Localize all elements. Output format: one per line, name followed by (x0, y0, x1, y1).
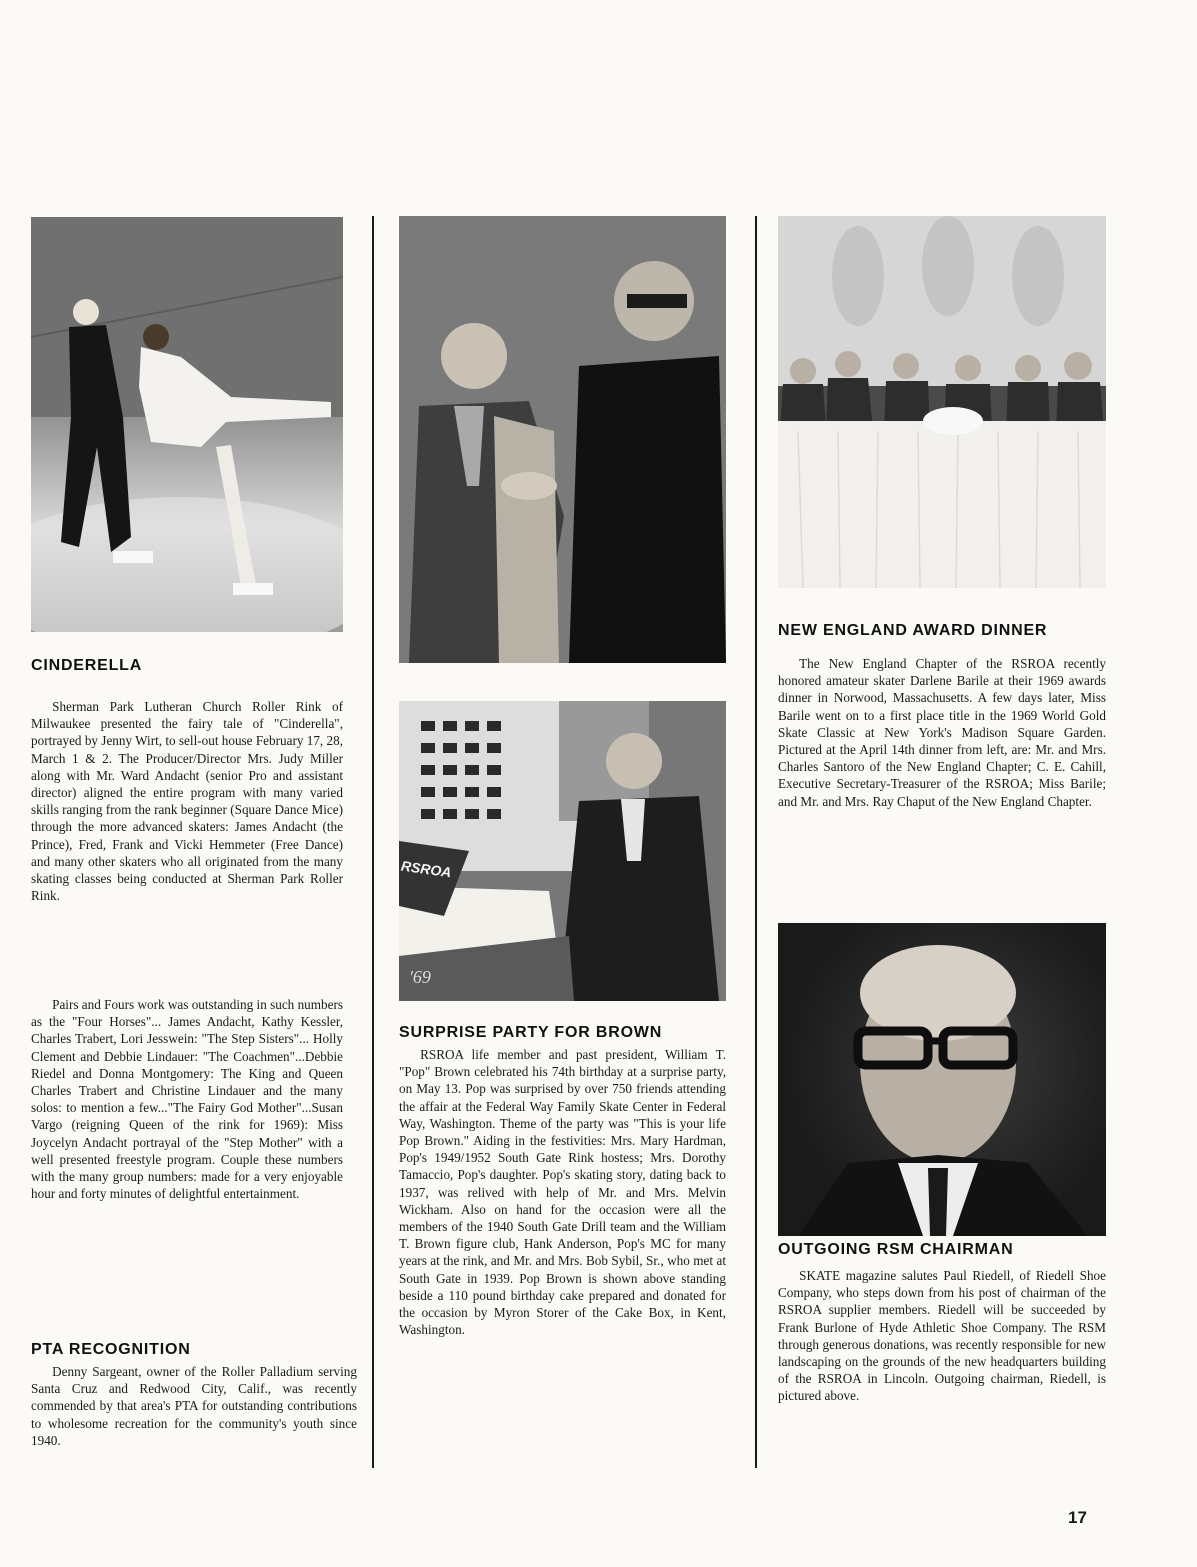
riedell-portrait-photo (778, 923, 1106, 1236)
surprise-paragraph: RSROA life member and past president, William T. "Pop" Brown celebrated his 74th birthday at a surprise party, on May 13. Pop was surprised by over 750 friends attending the affair at the Federal Way Family Skate Center in Federal Way, Washington. Theme of the party was "This is your life Pop Brown." Aiding in the festivities: Mrs. Mary Hardman, Pop's 1949/1952 South Gate Rink hostess; Mrs. Dorothy Tamaccio, Pop's daughter. Pop's skating story, dating back to 1937, was relived with help of Mr. and Mrs. Melvin Wickham. Also on hand for the occasion were all the members of the 1940 South Gate Drill team and the William T. Brown figure club, Hank Anderson, Pop's MC for many years at the rink, and Mr. and Mrs. Bob Sybil, Sr., who met at South Gate in 1939. Pop Brown is shown above standing beside a 110 pound birthday cake prepared and donated for the occasion by Myron Storer of the Cake Box, in Kent, Washington. (399, 1047, 726, 1338)
cinderella-photo (31, 217, 343, 632)
new-england-heading: NEW ENGLAND AWARD DINNER (778, 622, 1048, 639)
pta-paragraph: Denny Sargeant, owner of the Roller Palladium serving Santa Cruz and Redwood City, Calif., was recently commended by that area's PTA for outstanding contributions to wholesome recreation for the community's youth since 1940. (31, 1364, 357, 1448)
pop-brown-cake-photo (399, 701, 726, 1001)
award-dinner-photo (778, 216, 1106, 588)
cake-text: '69 (409, 967, 431, 987)
outgoing-heading: OUTGOING RSM CHAIRMAN (778, 1241, 1014, 1258)
banner-text: RSROA (400, 857, 453, 881)
cinderella-heading: CINDERELLA (31, 657, 143, 674)
cinderella-paragraph-2: Pairs and Fours work was outstanding in such numbers as the "Four Horses"... James Andacht, Kathy Kessler, Charles Trabert, Lori Jesswein: "The Step Sisters"... Holly Clement and Debbie Lindauer: "The Coachmen"...Debbie Riedel and Donna Montgomery: The King and Queen Charles Trabert and Christine Lindauer and the many solos: to mention a few..."The Fairy God Mother"...Susan Vargo (reigning Queen of the rink for 1969): Miss Joycelyn Andacht portrayal of the "Step Mother" with a well presented freestyle program. Couple these numbers with the many group numbers: made for a very enjoyable hour and forty minutes of delightful entertainment. (31, 997, 343, 1202)
surprise-party-photo (399, 216, 726, 663)
column-rule-left (372, 216, 374, 1468)
cinderella-paragraph-1: Sherman Park Lutheran Church Roller Rink of Milwaukee presented the fairy tale of "Cinderella", portrayed by Jenny Wirt, to sell-out house February 17, 28, March 1 & 2. The Producer/Director Mrs. Judy Miller along with Mr. Ward Andacht (senior Pro and assistant director) aligned the entire program with many varied skills ranging from the rank beginner (Square Dance Mice) through the more advanced skaters: James Andacht (the Prince), Fred, Frank and Vicki Hemmeter (Free Dance) and many other skaters who all originated from the many skating classes being conducted at Sherman Park Roller Rink. (31, 699, 344, 904)
new-england-paragraph: The New England Chapter of the RSROA recently honored amateur skater Darlene Barile at their 1969 awards dinner in Norwood, Massachusetts. A few days later, Miss Barile went on to a first place title in the 1969 World Gold Skate Classic at New York's Madison Square Garden. Pictured at the April 14th dinner from left, are: Mr. and Mrs. Charles Santoro of the New England Chapter; C. E. Cahill, Executive Secretary-Treasurer of the RSROA; Miss Barile; and Mr. and Mrs. Ray Chaput of the New England Chapter. (778, 656, 1106, 809)
surprise-heading: SURPRISE PARTY FOR BROWN (399, 1024, 663, 1041)
column-rule-right (755, 216, 757, 1468)
page-number: 17 (1068, 1508, 1087, 1527)
outgoing-paragraph: SKATE magazine salutes Paul Riedell, of Riedell Shoe Company, who steps down from his post of chairman of the RSROA supplier members. Riedell will be succeeded by Frank Burlone of Hyde Athletic Shoe Company. The RSM through generous donations, was recently responsible for new landscaping on the grounds of the new headquarters building of the RSROA in Lincoln. Outgoing chairman, Riedell, is pictured above. (778, 1268, 1106, 1404)
pta-heading: PTA RECOGNITION (31, 1341, 191, 1358)
